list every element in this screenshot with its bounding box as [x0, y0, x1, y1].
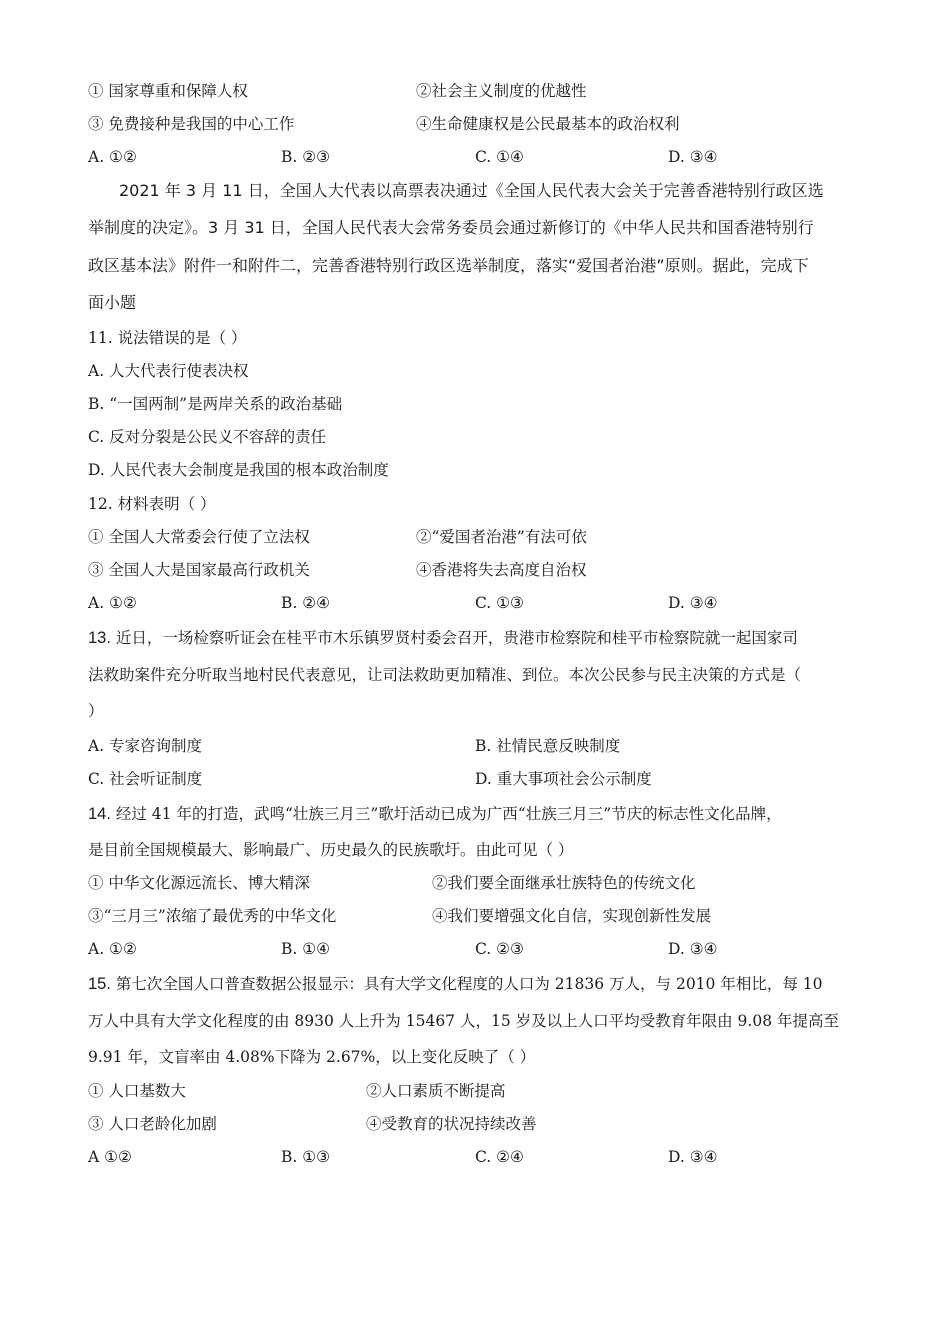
q14-answer-c: C. ②③ — [475, 940, 524, 958]
question-15-line: 万人中具有大学文化程度的由 8930 人上升为 15467 人，15 岁及以上人口平均受教育年限由 9.08 年提高至 — [88, 1012, 839, 1030]
question-15-line: 9.91 年，文盲率由 4.08%下降为 2.67%，以上变化反映了（ ） — [88, 1048, 536, 1066]
material-line: 面小题 — [88, 293, 137, 312]
question-11-stem: 11. 说法错误的是（ ） — [88, 329, 247, 347]
question-15-line — [88, 974, 822, 994]
q15-option-2: ②人口素质不断提高 — [366, 1082, 506, 1100]
answer-a: A. ①② — [88, 148, 137, 166]
q15-option-4: ④受教育的状况持续改善 — [366, 1115, 537, 1133]
material-line: 2021 年 3 月 11 日，全国人大代表以高票表决通过《全国人民代表大会关于完善香港特别行政区选 — [119, 181, 824, 200]
question-number: 15. — [88, 975, 111, 993]
question-13-line: 法救助案件充分听取当地村民代表意见，让司法救助更加精准、到位。本次公民参与民主决策的方式是（ — [88, 666, 802, 684]
material-line: 举制度的决定》。3 月 31 日，全国人民代表大会常务委员会通过新修订的《中华人民共和国香港特别行 — [88, 218, 814, 237]
question-text: 第七次全国人口普查数据公报显示：具有大学文化程度的人口为 21836 万人，与 2010 年相比，每 10 — [110, 975, 823, 993]
q14-option-4: ④我们要增强文化自信，实现创新性发展 — [432, 907, 712, 925]
q12-answer-d: D. ③④ — [668, 594, 718, 612]
q11-option-b: B. “一国两制”是两岸关系的政治基础 — [88, 395, 343, 413]
option-4: ④生命健康权是公民最基本的政治权利 — [416, 115, 680, 133]
question-14-line — [88, 804, 782, 824]
q14-option-2: ②我们要全面继承壮族特色的传统文化 — [432, 874, 696, 892]
q15-answer-d: D. ③④ — [668, 1148, 718, 1166]
q12-option-3: ③ 全国人大是国家最高行政机关 — [88, 561, 310, 579]
q11-option-c: C. 反对分裂是公民义不容辞的责任 — [88, 428, 327, 446]
q14-answer-a: A. ①② — [88, 940, 137, 958]
q12-answer-b: B. ②④ — [281, 594, 331, 612]
q12-option-2: ②“爱国者治港”有法可依 — [416, 528, 587, 546]
option-2: ②社会主义制度的优越性 — [416, 82, 587, 100]
q11-option-a: A. 人大代表行使表决权 — [88, 362, 249, 380]
q14-answer-b: B. ①④ — [281, 940, 331, 958]
q13-option-d: D. 重大事项社会公示制度 — [475, 770, 652, 788]
question-number: 14. — [88, 805, 111, 823]
q15-option-1: ① 人口基数大 — [88, 1082, 186, 1100]
q15-option-3: ③ 人口老龄化加剧 — [88, 1115, 217, 1133]
q14-option-1: ① 中华文化源远流长、博大精深 — [88, 874, 310, 892]
q12-answer-a: A. ①② — [88, 594, 137, 612]
q11-option-d: D. 人民代表大会制度是我国的根本政治制度 — [88, 461, 389, 479]
question-14-line: 是目前全国规模最大、影响最广、历史最久的民族歌圩。由此可见（ ） — [88, 841, 574, 859]
question-number: 13. — [88, 629, 111, 647]
question-13-line — [88, 628, 798, 648]
q12-option-1: ① 全国人大常委会行使了立法权 — [88, 528, 310, 546]
answer-c: C. ①④ — [475, 148, 524, 166]
question-text: 经过 41 年的打造，武鸣“壮族三月三”歌圩活动已成为广西“壮族三月三”节庆的标志性文化品牌， — [110, 805, 782, 823]
q13-option-c: C. 社会听证制度 — [88, 770, 203, 788]
q12-answer-c: C. ①③ — [475, 594, 524, 612]
option-1: ① 国家尊重和保障人权 — [88, 82, 248, 100]
q13-option-a: A. 专家咨询制度 — [88, 737, 203, 755]
q15-answer-a: A ①② — [88, 1148, 132, 1166]
q14-option-3: ③“三月三”浓缩了最优秀的中华文化 — [88, 907, 337, 925]
q15-answer-b: B. ①③ — [281, 1148, 331, 1166]
question-12-stem: 12. 材料表明（ ） — [88, 495, 216, 513]
material-line: 政区基本法》附件一和附件二，完善香港特别行政区选举制度，落实“爱国者治港”原则。据此，完成下 — [88, 256, 809, 275]
answer-b: B. ②③ — [281, 148, 331, 166]
q15-answer-c: C. ②④ — [475, 1148, 524, 1166]
question-13-line: ） — [88, 702, 104, 720]
q14-answer-d: D. ③④ — [668, 940, 718, 958]
q12-option-4: ④香港将失去高度自治权 — [416, 561, 587, 579]
answer-d: D. ③④ — [668, 148, 718, 166]
q13-option-b: B. 社情民意反映制度 — [475, 737, 621, 755]
option-3: ③ 免费接种是我国的中心工作 — [88, 115, 295, 133]
question-text: 近日，一场检察听证会在桂平市木乐镇罗贤村委会召开，贵港市检察院和桂平市检察院就一起国家司 — [110, 629, 798, 647]
